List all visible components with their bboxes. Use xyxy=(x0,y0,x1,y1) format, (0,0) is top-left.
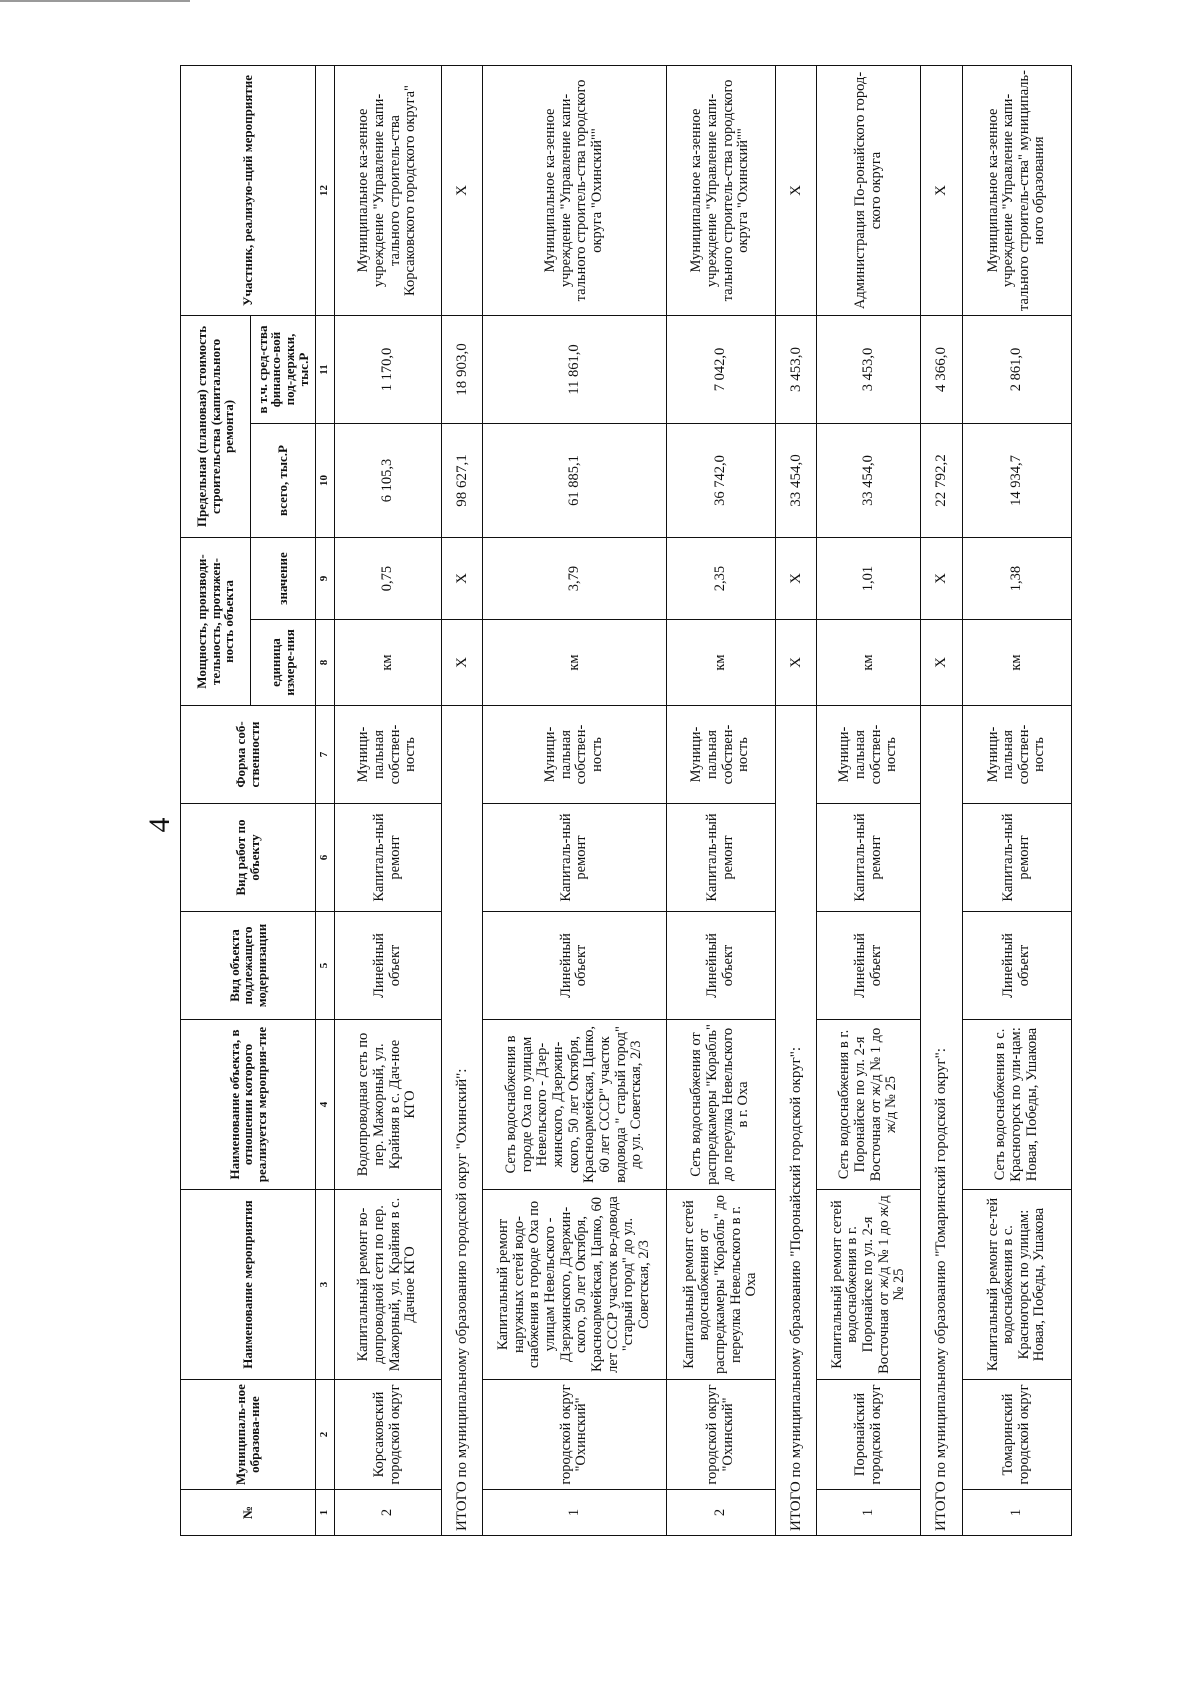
row-object: Сеть водоснабжения в г. Поронайске по ул. 2-я Восточная от ж/д № 1 до ж/д № 25 xyxy=(817,1020,921,1190)
header-event: Наименование мероприятия xyxy=(181,1190,316,1380)
row-event: Капитальный ремонт сетей водоснабжения в г. Поронайске по ул. 2-я Восточная от ж/д № 1 до ж/д № 25 xyxy=(817,1190,921,1380)
table-row xyxy=(334,65,441,1535)
col-number: 2 xyxy=(315,1380,334,1490)
total-row xyxy=(921,65,963,1535)
row-object: Водопроводная сеть по пер. Мажорный, ул. Крайняя в с. Дач-ное КГО xyxy=(334,1020,441,1190)
row-value: 1,38 xyxy=(962,537,1071,619)
scan-edge-line xyxy=(0,0,190,2)
row-no: 2 xyxy=(334,1490,441,1536)
total-unit: X xyxy=(441,620,483,706)
row-object-kind: Линейный объект xyxy=(817,912,921,1020)
row-value: 1,01 xyxy=(817,537,921,619)
header-value: значение xyxy=(250,537,315,619)
row-participant: Администрация По-ронайского город-ского округа xyxy=(817,65,921,315)
col-number: 4 xyxy=(315,1020,334,1190)
total-label: ИТОГО по муниципальному образованию городской округ "Охинский": xyxy=(441,706,483,1536)
row-unit: км xyxy=(962,620,1071,706)
row-work-kind: Капиталь-ный ремонт xyxy=(483,804,667,912)
table-row xyxy=(483,65,667,1535)
header-no: № xyxy=(181,1490,316,1536)
row-no: 1 xyxy=(962,1490,1071,1536)
total-cost: 33 454,0 xyxy=(775,423,817,537)
row-cost-support: 3 453,0 xyxy=(817,315,921,423)
row-event: Капитальный ремонт наружных сетей водо-снабжения в городе Оха по улицам Невельского - Дзержинского, Дзержин-ского, 50 лет Октября, Красноармейская, Цапко, 60 лет СССР участок во-довода "старый город" до ул. Советская, 2/3 xyxy=(483,1190,667,1380)
row-ownership: Муници-пальная собствен-ность xyxy=(334,706,441,804)
total-row xyxy=(775,65,817,1535)
row-unit: км xyxy=(666,620,775,706)
col-number: 12 xyxy=(315,65,334,315)
row-cost-total: 14 934,7 xyxy=(962,423,1071,537)
col-number: 8 xyxy=(315,620,334,706)
header-ownership: Форма соб-ственности xyxy=(181,706,316,804)
row-cost-total: 36 742,0 xyxy=(666,423,775,537)
page-number: 4 xyxy=(143,817,176,833)
total-support: 4 366,0 xyxy=(921,315,963,423)
row-participant: Муниципальное ка-зенное учреждение "Управление капи-тального строитель-ства" муниципаль-ного образования xyxy=(962,65,1071,315)
row-object-kind: Линейный объект xyxy=(962,912,1071,1020)
column-number-row xyxy=(315,65,334,1535)
header-participant: Участник, реализую-щий мероприятие xyxy=(181,65,316,315)
row-unit: км xyxy=(483,620,667,706)
row-object-kind: Линейный объект xyxy=(334,912,441,1020)
header-cost-total: всего, тыс.Р xyxy=(250,423,315,537)
total-label: ИТОГО по муниципальному образованию "Томаринский городской округ": xyxy=(921,706,963,1536)
header-row-top xyxy=(181,65,251,1535)
total-participant: X xyxy=(921,65,963,315)
header-unit: единица измере-ния xyxy=(250,620,315,706)
row-cost-support: 11 861,0 xyxy=(483,315,667,423)
header-capacity: Мощность, производи-тельность, протяжен-ность объекта xyxy=(181,537,251,705)
total-label: ИТОГО по муниципальному образованию "Поронайский городской округ": xyxy=(775,706,817,1536)
row-cost-support: 1 170,0 xyxy=(334,315,441,423)
total-unit: X xyxy=(921,620,963,706)
row-value: 3,79 xyxy=(483,537,667,619)
row-cost-total: 6 105,3 xyxy=(334,423,441,537)
row-participant: Муниципальное ка-зенное учреждение "Управление капи-тального строитель-ства Корсаковского городского округа" xyxy=(334,65,441,315)
row-work-kind: Капиталь-ный ремонт xyxy=(962,804,1071,912)
row-value: 2,35 xyxy=(666,537,775,619)
row-cost-support: 2 861,0 xyxy=(962,315,1071,423)
total-value: X xyxy=(775,537,817,619)
row-cost-support: 7 042,0 xyxy=(666,315,775,423)
row-participant: Муниципальное ка-зенное учреждение "Управление капи-тального строитель-ства городского округа "Охинский"" xyxy=(666,65,775,315)
col-number: 9 xyxy=(315,537,334,619)
row-event: Капитальный ремонт сетей водоснабжения от распредкамеры "Корабль" до переулка Невельского в г. Оха xyxy=(666,1190,775,1380)
table-row xyxy=(666,65,775,1535)
row-event: Капитальный ремонт се-тей водоснабжения в с. Красногорск по улицам: Новая, Победы, Ушакова xyxy=(962,1190,1071,1380)
row-work-kind: Капиталь-ный ремонт xyxy=(334,804,441,912)
row-work-kind: Капиталь-ный ремонт xyxy=(817,804,921,912)
table-row xyxy=(817,65,921,1535)
total-participant: X xyxy=(441,65,483,315)
row-mo: Корсаковский городской округ xyxy=(334,1380,441,1490)
row-mo: Томаринский городской округ xyxy=(962,1380,1071,1490)
investment-program-table xyxy=(180,65,1072,1536)
total-unit: X xyxy=(775,620,817,706)
total-participant: X xyxy=(775,65,817,315)
header-cost: Предельная (плановая) стоимость строительства (капитального ремонта) xyxy=(181,315,251,537)
row-mo: городской округ "Охинский" xyxy=(483,1380,667,1490)
row-mo: городской округ "Охинский" xyxy=(666,1380,775,1490)
header-cost-support: в т.ч. сред-ства финансо-вой под-держки, тыс.Р xyxy=(250,315,315,423)
row-cost-total: 61 885,1 xyxy=(483,423,667,537)
col-number: 11 xyxy=(315,315,334,423)
row-ownership: Муници-пальная собствен-ность xyxy=(666,706,775,804)
table-row xyxy=(962,65,1071,1535)
row-ownership: Муници-пальная собствен-ность xyxy=(962,706,1071,804)
row-mo: Поронайский городской округ xyxy=(817,1380,921,1490)
row-unit: км xyxy=(817,620,921,706)
header-object-kind: Вид объекта подлежащего модернизации xyxy=(181,912,316,1020)
col-number: 7 xyxy=(315,706,334,804)
row-unit: км xyxy=(334,620,441,706)
header-object: Наименование объекта, в отношении которого реализуется мероприя-тие xyxy=(181,1020,316,1190)
row-no: 1 xyxy=(817,1490,921,1536)
row-work-kind: Капиталь-ный ремонт xyxy=(666,804,775,912)
header-mo: Муниципаль-ное образова-ние xyxy=(181,1380,316,1490)
total-cost: 22 792,2 xyxy=(921,423,963,537)
row-value: 0,75 xyxy=(334,537,441,619)
col-number: 1 xyxy=(315,1490,334,1536)
col-number: 5 xyxy=(315,912,334,1020)
total-support: 3 453,0 xyxy=(775,315,817,423)
row-ownership: Муници-пальная собствен-ность xyxy=(483,706,667,804)
col-number: 10 xyxy=(315,423,334,537)
total-row xyxy=(441,65,483,1535)
row-object: Сеть водоснабжения в городе Оха по улицам Невельского - Дзер-жинского, Дзержин-ского, 50 лет Октября, Красноармейская, Цапко, 60 лет СССР" участок водовода " старый город" до ул. Советская, 2/3 xyxy=(483,1020,667,1190)
col-number: 3 xyxy=(315,1190,334,1380)
row-event: Капитальный ремонт во-допроводной сети по пер. Мажорный, ул. Крайняя в с. Дачное КГО xyxy=(334,1190,441,1380)
row-object: Сеть водоснабжения в с. Красногорск по ули-цам: Новая, Победы, Ушакова xyxy=(962,1020,1071,1190)
row-object-kind: Линейный объект xyxy=(483,912,667,1020)
row-ownership: Муници-пальная собствен-ность xyxy=(817,706,921,804)
total-support: 18 903,0 xyxy=(441,315,483,423)
row-participant: Муниципальное ка-зенное учреждение "Управление капи-тального строитель-ства городского округа "Охинский"" xyxy=(483,65,667,315)
total-value: X xyxy=(921,537,963,619)
total-value: X xyxy=(441,537,483,619)
header-work-kind: Вид работ по объекту xyxy=(181,804,316,912)
row-object: Сеть водоснабжения от распредкамеры "Корабль" до переулка Невельского в г. Оха xyxy=(666,1020,775,1190)
rotated-table-wrapper xyxy=(180,66,1072,1536)
row-no: 2 xyxy=(666,1490,775,1536)
row-cost-total: 33 454,0 xyxy=(817,423,921,537)
row-no: 1 xyxy=(483,1490,667,1536)
row-object-kind: Линейный объект xyxy=(666,912,775,1020)
col-number: 6 xyxy=(315,804,334,912)
total-cost: 98 627,1 xyxy=(441,423,483,537)
